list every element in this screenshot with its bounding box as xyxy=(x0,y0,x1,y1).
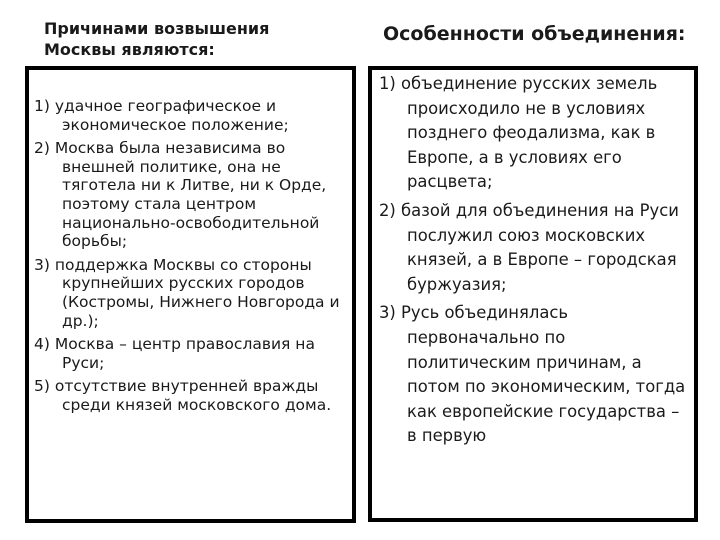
feature-item: 3) Русь объединялась первоначально по политическим причинам, а потом по экономическим, тогда как европейские государства – в первую xyxy=(379,303,686,446)
feature-item: 1) объединение русских земель происходило не в условиях позднего феодализма, как в Европе, а в условиях его расцвета; xyxy=(379,74,658,192)
left-column-header: Причинами возвышения Москвы являются: xyxy=(44,19,270,59)
features-box xyxy=(368,66,698,522)
right-column-header: Особенности объединения: xyxy=(383,23,686,45)
reasons-list xyxy=(34,97,344,420)
features-list xyxy=(379,72,691,453)
reason-item: 2) Москва была независима во внешней политике, она не тяготела ни к Литве, ни к Орде, поэтому стала центром национально-освободительной борьбы; xyxy=(34,139,327,251)
reason-item: 4) Москва – центр православия на Руси; xyxy=(34,335,315,372)
reason-item: 5) отсутствие внутренней вражды среди князей московского дома. xyxy=(34,377,332,414)
reasons-box xyxy=(25,66,356,523)
reason-item: 3) поддержка Москвы со стороны крупнейших русских городов (Костромы, Нижнего Новгорода и др.); xyxy=(34,255,340,330)
feature-item: 2) базой для объединения на Руси послужил союз московских князей, а в Европе – городская буржуазия; xyxy=(379,200,679,294)
reason-item: 1) удачное географическое и экономическое положение; xyxy=(34,97,289,134)
